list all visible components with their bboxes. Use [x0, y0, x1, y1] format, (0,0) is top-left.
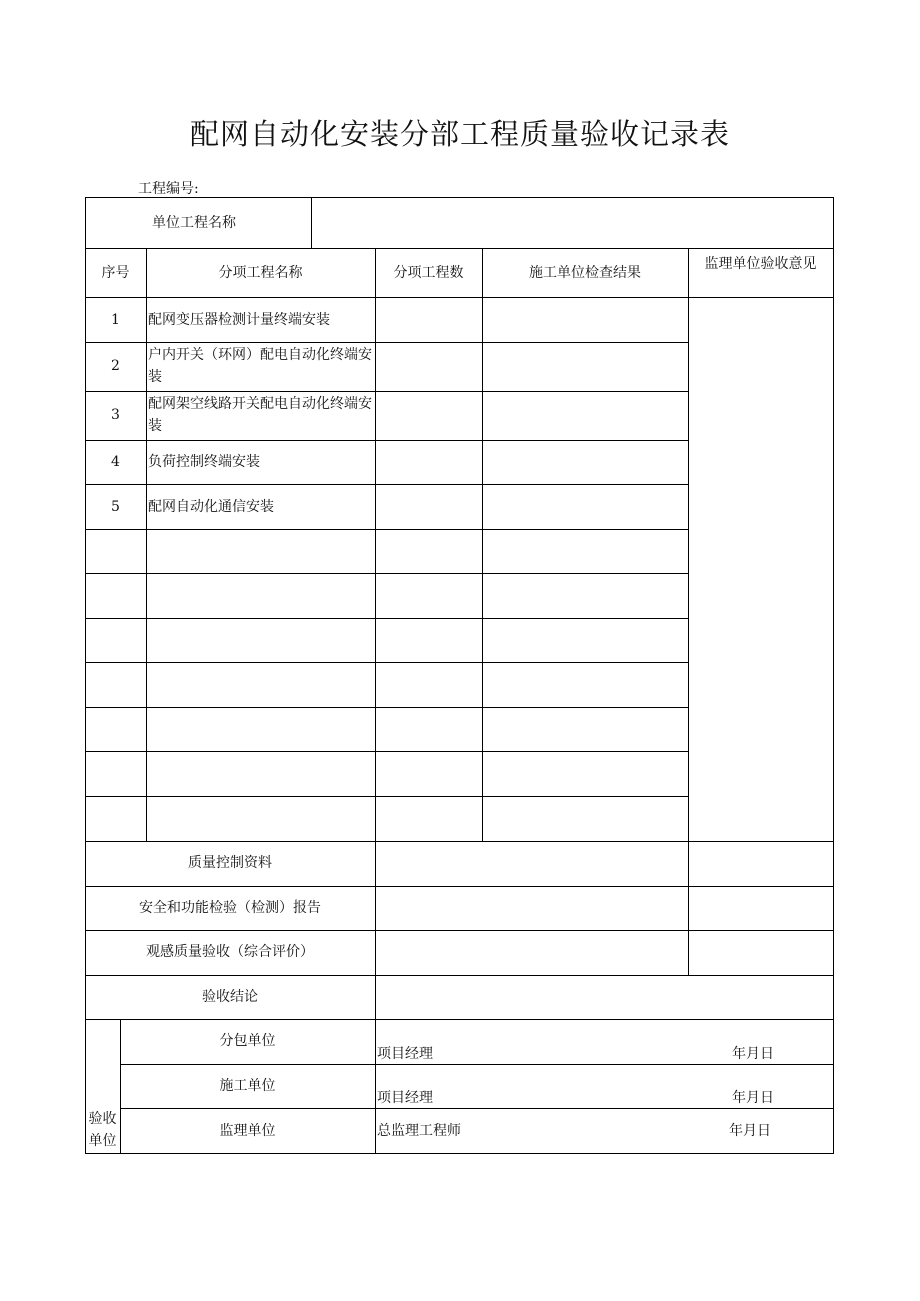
table-border-top — [85, 197, 834, 198]
header-supervisor-opinion: 监理单位验收意见 — [704, 256, 817, 272]
row-4-seq: 4 — [111, 454, 120, 470]
supervisor-role: 总监理工程师 — [377, 1123, 461, 1139]
rule — [85, 975, 834, 976]
quality-control-docs-label: 质量控制资料 — [188, 855, 272, 871]
rule — [85, 886, 834, 887]
header-contractor-result: 施工单位检查结果 — [529, 265, 641, 281]
row-2-seq: 2 — [111, 358, 120, 374]
rule — [85, 930, 834, 931]
rule — [85, 618, 689, 619]
row-3-seq: 3 — [111, 407, 120, 423]
header-seq: 序号 — [101, 265, 130, 281]
rule — [85, 841, 834, 842]
rule — [146, 248, 147, 841]
rule — [85, 662, 689, 663]
project-number-label: 工程编号: — [138, 181, 199, 197]
contractor-date: 年月日 — [732, 1090, 774, 1106]
row-1-name: 配网变压器检测计量终端安装 — [148, 312, 330, 328]
table-border-bottom — [85, 1153, 834, 1154]
rule — [375, 248, 376, 1019]
rule — [120, 1064, 834, 1065]
rule — [85, 440, 689, 441]
rule — [311, 197, 312, 248]
row-2-name: 户内开关（环网）配电自动化终端安装 — [148, 347, 372, 385]
acceptance-record-table — [85, 197, 834, 1154]
row-1-seq: 1 — [111, 312, 120, 328]
rule — [85, 248, 834, 249]
appearance-check-label: 观感质量验收（综合评价） — [146, 944, 314, 960]
rule — [375, 1019, 376, 1154]
rule — [688, 841, 689, 975]
rule — [85, 707, 689, 708]
rule — [85, 484, 689, 485]
safety-report-label: 安全和功能检验（检测）报告 — [139, 900, 321, 916]
page-title: 配网自动化安装分部工程质量验收记录表 — [189, 117, 730, 151]
supervisor-date: 年月日 — [729, 1123, 771, 1139]
rule — [85, 751, 689, 752]
row-5-seq: 5 — [111, 499, 120, 515]
header-item-count: 分项工程数 — [393, 265, 464, 281]
row-3-name: 配网架空线路开关配电自动化终端安装 — [148, 396, 372, 434]
rule — [85, 1019, 834, 1020]
rule — [85, 342, 689, 343]
rule — [85, 297, 834, 298]
header-item-name: 分项工程名称 — [218, 265, 303, 281]
rule — [85, 573, 689, 574]
acceptance-units-label: 验收单位 — [88, 1111, 117, 1149]
row-5-name: 配网自动化通信安装 — [148, 499, 274, 515]
subcontractor-role: 项目经理 — [377, 1046, 433, 1062]
contractor-role: 项目经理 — [377, 1090, 433, 1106]
rule — [85, 796, 689, 797]
subcontractor-date: 年月日 — [732, 1046, 774, 1062]
subcontractor-label: 分包单位 — [219, 1033, 276, 1049]
row-4-name: 负荷控制终端安装 — [148, 454, 260, 470]
contractor-label: 施工单位 — [219, 1078, 276, 1094]
supervisor-label: 监理单位 — [219, 1123, 276, 1139]
rule — [482, 248, 483, 841]
conclusion-label: 验收结论 — [202, 989, 258, 1005]
table-border-right — [833, 197, 834, 1154]
unit-project-name-label: 单位工程名称 — [152, 215, 236, 231]
table-border-left — [85, 197, 86, 1154]
rule — [688, 248, 689, 841]
rule — [120, 1108, 834, 1109]
rule — [85, 529, 689, 530]
rule — [85, 391, 689, 392]
